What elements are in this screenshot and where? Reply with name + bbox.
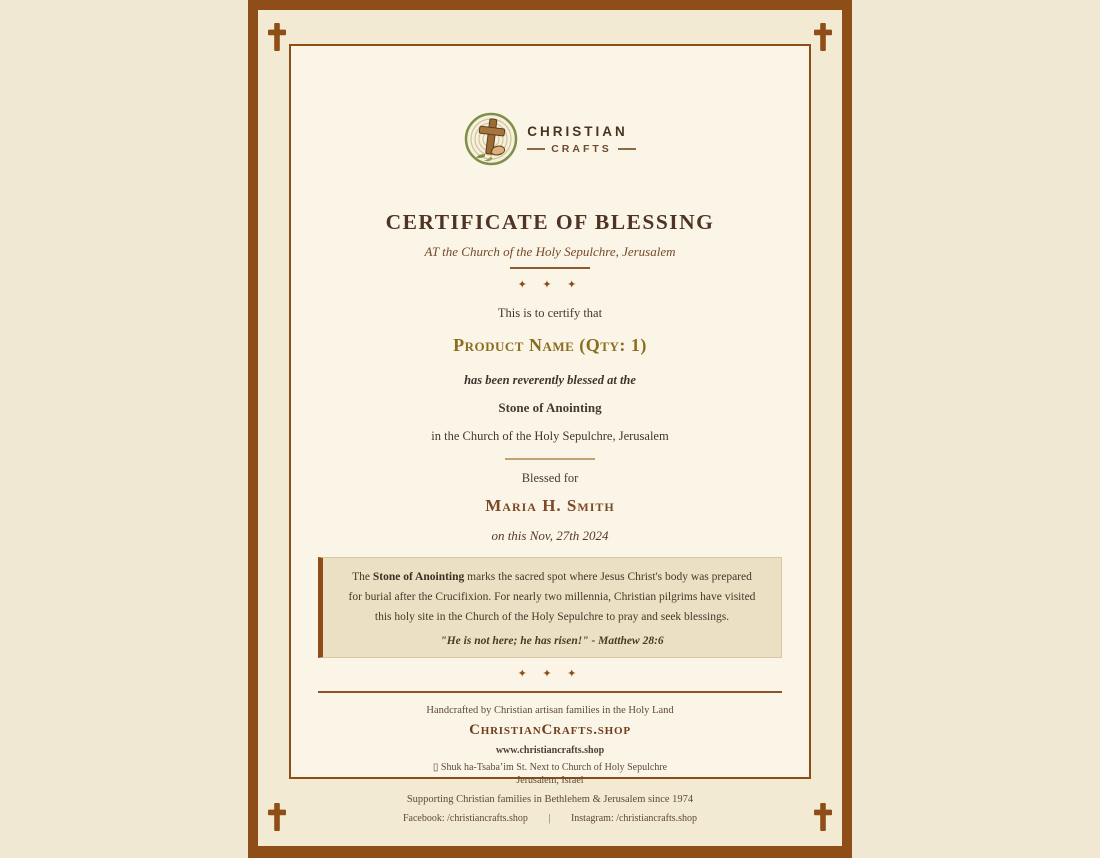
certify-line: This is to certify that — [497, 306, 603, 320]
address-line-1: ▯ Shuk ha-Tsaba’im St. Next to Church of Holy Sepulchre — [432, 762, 668, 774]
supporting-line: Supporting Christian families in Bethlehem & Jerusalem since 1974 — [406, 794, 694, 806]
inner-mat — [258, 10, 842, 846]
handcrafted-line: Handcrafted by Christian artisan families in the Holy Land — [426, 705, 674, 717]
website-url: www.christiancrafts.shop — [495, 745, 605, 757]
facebook-handle: Facebook: /christiancrafts.shop — [402, 813, 528, 825]
brand-name-top: CHRISTIAN — [527, 123, 628, 139]
info-lead: The — [352, 571, 373, 583]
recipient-name: Maria H. Smith — [485, 496, 615, 515]
footer-brand: ChristianCrafts.shop — [469, 722, 631, 739]
social-separator: | — [548, 813, 551, 825]
social-links-line — [291, 813, 809, 824]
diamond-ornament: ✦ ✦ ✦ — [517, 667, 583, 681]
corner-cross-icon — [814, 803, 832, 831]
corner-cross-icon — [268, 23, 286, 51]
outer-brown-frame — [248, 0, 852, 858]
brand-logo-text — [527, 124, 636, 155]
blessing-date: on this Nov, 27th 2024 — [491, 528, 609, 543]
certificate-paper — [289, 44, 811, 825]
subtitle-underline — [510, 267, 590, 269]
info-paragraph — [345, 567, 759, 627]
diamond-ornament: ✦ ✦ ✦ — [517, 278, 583, 291]
scripture-quote: "He is not here; he has risen!" - Matthew 28:6 — [440, 635, 664, 648]
cross-badge-icon — [464, 112, 518, 166]
brand-logo — [291, 112, 809, 166]
corner-cross-icon — [814, 23, 832, 51]
certificate-title: CERTIFICATE OF BLESSING — [385, 210, 715, 234]
instagram-handle: Instagram: /christiancrafts.shop — [570, 813, 698, 825]
info-rest: marks the sacred spot where Jesus Christ's body was prepared for burial after the Crucifixion. For nearly two millennia, Christian pilgrims have visited this holy site in the Church of the Holy Sepulchre to pray and seek blessings. — [348, 571, 756, 624]
address-line-2: Jerusalem, Israel — [516, 775, 584, 787]
church-line: in the Church of the Holy Sepulchre, Jerusalem — [431, 429, 669, 443]
blessed-line: has been reverently blessed at the — [464, 373, 636, 387]
dash-ornament — [618, 148, 636, 150]
brand-name-bottom: CRAFTS — [551, 142, 612, 155]
place-name: Stone of Anointing — [498, 400, 602, 415]
blessed-for-label: Blessed for — [521, 471, 579, 485]
info-bold-term: Stone of Anointing — [372, 571, 465, 583]
certificate-subtitle: AT the Church of the Holy Sepulchre, Jerusalem — [424, 244, 676, 259]
section-divider — [505, 458, 595, 460]
brand-name-sub-row — [527, 143, 636, 155]
stone-of-anointing-info-box — [318, 557, 782, 658]
footer-divider — [318, 691, 782, 693]
corner-cross-icon — [268, 803, 286, 831]
dash-ornament — [527, 148, 545, 150]
product-name: Product Name (Qty: 1) — [453, 335, 647, 355]
